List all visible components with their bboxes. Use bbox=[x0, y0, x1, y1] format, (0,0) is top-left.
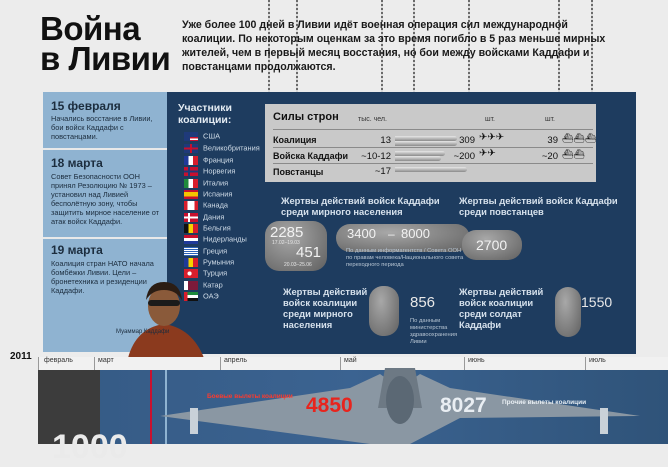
coalition-civil: 856 bbox=[410, 294, 436, 311]
forces-row-label: Коалиция bbox=[273, 135, 317, 145]
spain-flag-icon bbox=[184, 190, 198, 199]
month-label: июль bbox=[589, 357, 606, 364]
timeline-text: Коалиция стран НАТО начала бомбёжки Ливии. Цели – бронетехника и резиденции Каддафи. bbox=[51, 259, 154, 295]
forces-row-label: Повстанцы bbox=[273, 167, 324, 177]
uae-flag-icon bbox=[184, 292, 198, 301]
month-label: март bbox=[98, 357, 114, 364]
gaddafi-caption: Муаммар Каддафи bbox=[116, 329, 170, 335]
forces-heading: Силы строн bbox=[273, 111, 339, 123]
forces-divider bbox=[273, 147, 593, 148]
country-italy: Италия bbox=[184, 178, 228, 189]
greece-flag-icon bbox=[184, 247, 198, 256]
source-note: По данным информагентств / Совета ООН по правам человека/Национального совета переходного периода bbox=[346, 248, 464, 268]
country-qatar: Катар bbox=[184, 280, 223, 291]
canada-flag-icon bbox=[184, 201, 198, 210]
forces-people: ~10-12 bbox=[361, 151, 391, 162]
intro-text: Уже более 100 дней в Ливии идёт военная операция сил международной коалиции. По некоторым оценкам за это время погибло в 5 раз меньше мирных жителей, чем в первый месяц восстания, но бои между войсками Каддафи и повстанцами продолжаются. bbox=[182, 19, 606, 73]
forces-ships: ~20 bbox=[541, 151, 558, 162]
usa-flag-icon bbox=[184, 132, 198, 141]
timeline-text: Начались восстание в Ливии, бои войск Каддафи с повстанцами. bbox=[51, 114, 153, 141]
forces-divider bbox=[273, 163, 593, 164]
dog-tag bbox=[369, 286, 399, 336]
date-range: 17.02–19.03 bbox=[272, 240, 300, 246]
uk-flag-icon bbox=[184, 144, 198, 153]
gaddafi-civil-heading: Жертвы действий войск Каддафи среди мирного населения bbox=[281, 195, 440, 217]
forces-aircraft: ~200 bbox=[453, 151, 475, 162]
belgium-flag-icon bbox=[184, 224, 198, 233]
date-range: 20.03–25.06 bbox=[284, 262, 312, 268]
bullet-bar bbox=[395, 167, 467, 172]
france-flag-icon bbox=[184, 156, 198, 165]
country-greece: Греция bbox=[184, 246, 227, 257]
source-note: По данным министерства здравоохранения Ливии bbox=[410, 318, 458, 345]
country-netherlands: Нидерланды bbox=[184, 234, 247, 245]
romania-flag-icon bbox=[184, 258, 198, 267]
unit-aircraft: шт. bbox=[485, 116, 495, 123]
page-title bbox=[40, 10, 171, 77]
country-spain: Испания bbox=[184, 189, 232, 200]
country-romania: Румыния bbox=[184, 257, 234, 268]
timeline-date: 18 марта bbox=[51, 156, 103, 170]
netherlands-flag-icon bbox=[184, 235, 198, 244]
italy-flag-icon bbox=[184, 179, 198, 188]
denmark-flag-icon bbox=[184, 213, 198, 222]
timeline-strip bbox=[150, 370, 152, 444]
unit-ships: шт. bbox=[545, 116, 555, 123]
bottom-big-number: 1000 bbox=[52, 428, 128, 466]
forces-aircraft: 309 bbox=[459, 135, 475, 146]
country-uk: Великобритания bbox=[184, 143, 260, 154]
forces-people: 13 bbox=[380, 135, 391, 146]
country-france: Франция bbox=[184, 155, 233, 166]
country-canada: Канада bbox=[184, 200, 228, 211]
timeline-text: Совет Безопасности ООН принял Резолюцию № 1973 – установил над Ливией бесполётную зону, чтобы защитить мирное население от атак войск Каддафи. bbox=[51, 172, 160, 226]
country-usa: США bbox=[184, 131, 220, 142]
other-sorties: 8027 bbox=[440, 394, 487, 417]
aircraft-icon: ✈✈✈ bbox=[479, 132, 505, 143]
country-belgium: Бельгия bbox=[184, 223, 231, 234]
country-uae: ОАЭ bbox=[184, 291, 219, 302]
timeline-date: 19 марта bbox=[51, 243, 103, 257]
country-denmark: Дания bbox=[184, 212, 224, 223]
gaddafi-civil-b: 451 bbox=[296, 244, 322, 261]
title-line-2: в Ливии bbox=[40, 40, 171, 77]
combat-sorties-label: Боевые вылеты коалиции bbox=[207, 393, 293, 400]
month-label: февраль bbox=[44, 357, 73, 364]
gaddafi-civil-low: 3400 bbox=[347, 226, 376, 241]
title-line-1: Война bbox=[40, 10, 141, 47]
country-norway: Норвегия bbox=[184, 166, 235, 177]
month-label: июнь bbox=[468, 357, 485, 364]
year-label: 2011 bbox=[10, 351, 32, 362]
other-sorties-label: Прочие вылеты коалиции bbox=[502, 399, 587, 406]
forces-people: ~17 bbox=[374, 166, 391, 177]
gaddafi-rebels-heading: Жертвы действий войск Каддафи среди повстанцев bbox=[459, 195, 618, 217]
dash: – bbox=[388, 227, 395, 241]
unit-people: тыс. чел. bbox=[358, 116, 387, 123]
forces-divider bbox=[273, 129, 593, 130]
combat-sorties: 4850 bbox=[306, 394, 353, 417]
ship-icon: ⛴⛴ bbox=[562, 149, 585, 159]
month-label: май bbox=[344, 357, 357, 364]
coalition-soldiers-heading: Жертвы действий войск коалиции среди солдат Каддафи bbox=[459, 286, 544, 330]
timeline-divider bbox=[43, 148, 167, 150]
month-tick bbox=[94, 357, 95, 370]
month-tick bbox=[38, 357, 39, 370]
participants-heading: Участники коалиции: bbox=[178, 102, 232, 126]
month-label: апрель bbox=[224, 357, 247, 364]
qatar-flag-icon bbox=[184, 281, 198, 290]
gaddafi-civil-a: 2285 bbox=[270, 224, 304, 241]
fighter-jet-icon bbox=[160, 368, 668, 444]
timeline-divider bbox=[43, 237, 167, 239]
gaddafi-civil-high: 8000 bbox=[401, 226, 430, 241]
gaddafi-rebels: 2700 bbox=[476, 237, 508, 253]
forces-row-label: Войска Каддафи bbox=[273, 151, 348, 161]
aircraft-icon: ✈✈ bbox=[479, 148, 496, 159]
timeline-date: 15 февраля bbox=[51, 99, 121, 113]
country-turkey: Турция bbox=[184, 268, 227, 279]
dog-tag bbox=[555, 287, 581, 337]
norway-flag-icon bbox=[184, 167, 198, 176]
coalition-civil-heading: Жертвы действий войск коалиции среди мирного населения bbox=[283, 286, 368, 330]
ship-icon: ⛴⛴⛴ bbox=[562, 133, 597, 143]
turkey-flag-icon bbox=[184, 269, 198, 278]
forces-ships: 39 bbox=[547, 135, 558, 146]
coalition-soldiers: 1550 bbox=[581, 294, 613, 310]
